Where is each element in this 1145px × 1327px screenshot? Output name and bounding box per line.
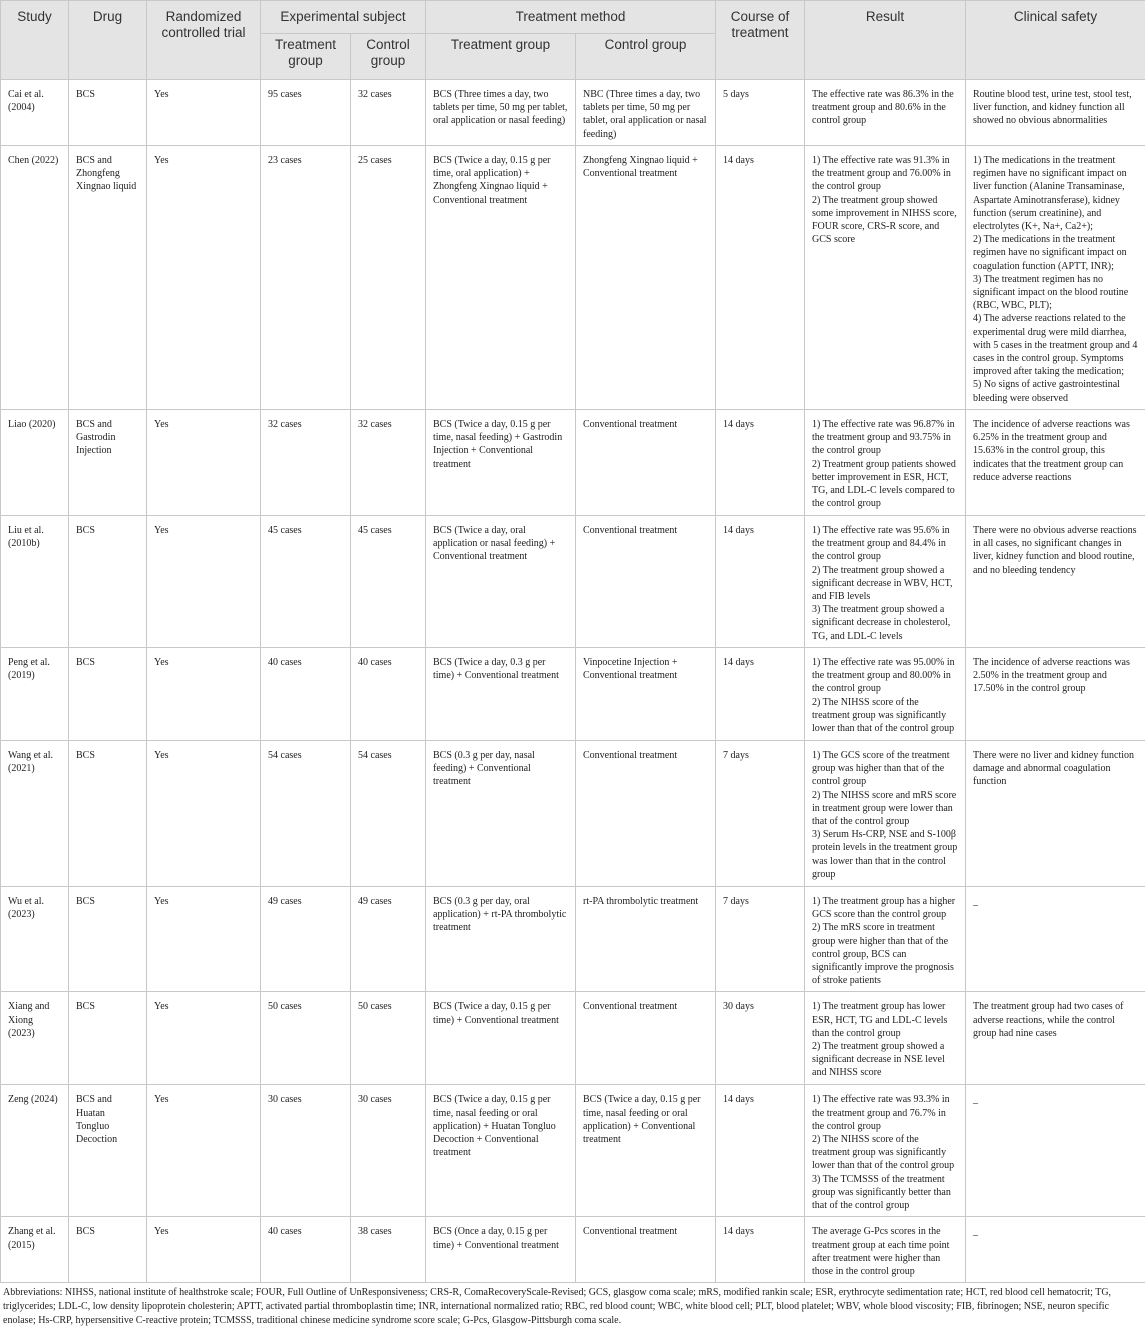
cell-control-n: 50 cases (351, 992, 426, 1085)
cell-study: Wu et al. (2023) (1, 887, 69, 992)
cell-course: 30 days (716, 992, 805, 1085)
cell-control-n: 30 cases (351, 1085, 426, 1217)
cell-course: 14 days (716, 410, 805, 516)
cell-treatment-n: 23 cases (261, 146, 351, 410)
cell-course: 14 days (716, 1217, 805, 1283)
table-row (1, 516, 1145, 648)
cell-control-method: Conventional treatment (576, 410, 716, 516)
cell-treatment-method: BCS (Twice a day, 0.15 g per time, nasal feeding) + Gastrodin Injection + Conventional treatment (426, 410, 576, 516)
cell-treatment-method: BCS (Twice a day, oral application or nasal feeding) + Conventional treatment (426, 516, 576, 648)
cell-treatment-method: BCS (Twice a day, 0.15 g per time, nasal feeding or oral application) + Huatan Tongluo Decoction + Conventional treatment (426, 1085, 576, 1217)
cell-course: 5 days (716, 80, 805, 146)
cell-treatment-n: 32 cases (261, 410, 351, 516)
header-subject-treatment-group: Treatment group (261, 34, 351, 80)
cell-rct: Yes (147, 992, 261, 1085)
table-row (1, 887, 1145, 992)
cell-result: 1) The effective rate was 95.6% in the treatment group and 84.4% in the control group 2) The treatment group showed a significant decrease in WBV, HCT, and FIB levels 3) The treatment group showed a significant decrease in cholesterol, TG, and LDL-C levels (805, 516, 966, 648)
cell-safety: _ (966, 1217, 1145, 1283)
cell-drug: BCS and Zhongfeng Xingnao liquid (69, 146, 147, 410)
abbreviations-footnote: Abbreviations: NIHSS, national institute of healthstroke scale; FOUR, Full Outline of UnResponsiveness; CRS-R, ComaRecoveryScale-Revised; GCS, glasgow coma scale; mRS, modified rankin scale; ESR, erythrocyte sedimentation rate; HCT, red blood cell hematocrit; TG, triglycerides; LDL-C, low density lipoprotein cholesterin; APTT, activated partial thromboplastin time; INR, international normalized ratio; RBC, red blood count; WBC, white blood cell; PLT, blood platelet; WBV, whole blood viscosity; FIB, fibrinogen; NSE, neuron specific enolase; Hs-CRP, hypersensitive C-reactive protein; TCMSSS, traditional chinese medicine syndrome score scale; G-Pcs, Glasgow-Pittsburgh coma scale. (0, 1283, 1145, 1327)
cell-drug: BCS (69, 648, 147, 741)
header-experimental-subject: Experimental subject (261, 1, 426, 34)
cell-drug: BCS and Huatan Tongluo Decoction (69, 1085, 147, 1217)
cell-rct: Yes (147, 741, 261, 887)
table-row (1, 1217, 1145, 1283)
cell-treatment-n: 49 cases (261, 887, 351, 992)
table-header (1, 1, 1145, 80)
header-safety: Clinical safety (966, 1, 1145, 80)
cell-treatment-method: BCS (0.3 g per day, nasal feeding) + Conventional treatment (426, 741, 576, 887)
cell-safety: _ (966, 887, 1145, 992)
cell-control-method: Conventional treatment (576, 741, 716, 887)
cell-control-n: 49 cases (351, 887, 426, 992)
header-treatment-method: Treatment method (426, 1, 716, 34)
table-row (1, 1085, 1145, 1217)
table-row (1, 410, 1145, 516)
cell-rct: Yes (147, 146, 261, 410)
cell-result: 1) The effective rate was 93.3% in the treatment group and 76.7% in the control group 2) The NIHSS score of the treatment group was significantly lower than that of the control group 3) The TCMSSS of the treatment group was significantly better than that of the control group (805, 1085, 966, 1217)
table-body (1, 80, 1145, 1283)
cell-result: 1) The treatment group has lower ESR, HCT, TG and LDL-C levels than the control group 2) The treatment group showed a significant decrease in NSE level and NIHSS score (805, 992, 966, 1085)
table-row (1, 648, 1145, 741)
cell-safety: 1) The medications in the treatment regimen have no significant impact on liver function (Alanine Transaminase, Aspartate Aminotransferase), kidney function (serum creatinine), and electrolytes (K+, Na+, Ca2+); 2) The medications in the treatment regimen have no significant impact on coagulation function (APTT, INR); 3) The treatment regimen has no significant impact on the blood routine (RBC, WBC, PLT); 4) The adverse reactions related to the experimental drug were mild diarrhea, with 5 cases in the treatment group and 4 cases in the control group. Symptoms improved after taking the medication; 5) No signs of active gastrointestinal bleeding were observed (966, 146, 1145, 410)
cell-treatment-n: 95 cases (261, 80, 351, 146)
cell-control-method: Vinpocetine Injection + Conventional treatment (576, 648, 716, 741)
cell-result: 1) The treatment group has a higher GCS score than the control group 2) The mRS score in treatment group were higher than that of the control group, BCS can significantly improve the prognosis of stroke patients (805, 887, 966, 992)
header-course: Course of treatment (716, 1, 805, 80)
cell-safety: There were no obvious adverse reactions in all cases, no significant changes in liver, kidney function and blood routine, and no bleeding tendency (966, 516, 1145, 648)
cell-drug: BCS (69, 887, 147, 992)
cell-rct: Yes (147, 516, 261, 648)
cell-course: 14 days (716, 648, 805, 741)
table-row (1, 741, 1145, 887)
cell-control-n: 38 cases (351, 1217, 426, 1283)
cell-treatment-n: 54 cases (261, 741, 351, 887)
cell-drug: BCS (69, 516, 147, 648)
cell-control-n: 40 cases (351, 648, 426, 741)
cell-study: Liao (2020) (1, 410, 69, 516)
cell-treatment-method: BCS (Twice a day, 0.15 g per time, oral application) + Zhongfeng Xingnao liquid + Conventional treatment (426, 146, 576, 410)
table-row (1, 80, 1145, 146)
cell-study: Zhang et al. (2015) (1, 1217, 69, 1283)
table-row (1, 992, 1145, 1085)
cell-study: Wang et al. (2021) (1, 741, 69, 887)
cell-course: 7 days (716, 887, 805, 992)
cell-rct: Yes (147, 1085, 261, 1217)
cell-course: 14 days (716, 1085, 805, 1217)
cell-control-n: 25 cases (351, 146, 426, 410)
cell-control-method: Conventional treatment (576, 516, 716, 648)
cell-treatment-n: 45 cases (261, 516, 351, 648)
header-subject-control-group: Control group (351, 34, 426, 80)
cell-treatment-n: 40 cases (261, 648, 351, 741)
cell-treatment-method: BCS (Three times a day, two tablets per time, 50 mg per tablet, oral application or nasal feeding) (426, 80, 576, 146)
header-method-treatment-group: Treatment group (426, 34, 576, 80)
cell-course: 14 days (716, 146, 805, 410)
cell-drug: BCS and Gastrodin Injection (69, 410, 147, 516)
cell-drug: BCS (69, 1217, 147, 1283)
header-method-control-group: Control group (576, 34, 716, 80)
cell-safety: The incidence of adverse reactions was 2.50% in the treatment group and 17.50% in the control group (966, 648, 1145, 741)
cell-control-method: Conventional treatment (576, 1217, 716, 1283)
cell-safety: The treatment group had two cases of adverse reactions, while the control group had nine cases (966, 992, 1145, 1085)
cell-treatment-method: BCS (Once a day, 0.15 g per time) + Conventional treatment (426, 1217, 576, 1283)
cell-control-method: Zhongfeng Xingnao liquid + Conventional treatment (576, 146, 716, 410)
cell-study: Xiang and Xiong (2023) (1, 992, 69, 1085)
cell-safety: The incidence of adverse reactions was 6.25% in the treatment group and 15.63% in the control group, this indicates that the treatment group can reduce adverse reactions (966, 410, 1145, 516)
cell-treatment-n: 50 cases (261, 992, 351, 1085)
cell-safety: Routine blood test, urine test, stool test, liver function, and kidney function all showed no obvious abnormalities (966, 80, 1145, 146)
cell-control-method: NBC (Three times a day, two tablets per time, 50 mg per tablet, oral application or nasal feeding) (576, 80, 716, 146)
cell-treatment-method: BCS (0.3 g per day, oral application) + rt-PA thrombolytic treatment (426, 887, 576, 992)
cell-treatment-method: BCS (Twice a day, 0.3 g per time) + Conventional treatment (426, 648, 576, 741)
header-study: Study (1, 1, 69, 80)
cell-result: The average G-Pcs scores in the treatment group at each time point after treatment were higher than those in the control group (805, 1217, 966, 1283)
cell-drug: BCS (69, 992, 147, 1085)
cell-result: 1) The effective rate was 95.00% in the treatment group and 80.00% in the control group 2) The NIHSS score of the treatment group was significantly lower than that of the control group (805, 648, 966, 741)
cell-control-method: rt-PA thrombolytic treatment (576, 887, 716, 992)
cell-result: 1) The GCS score of the treatment group was higher than that of the control group 2) The NIHSS score and mRS score in treatment group were lower than that of the control group 3) Serum Hs-CRP, NSE and S-100β protein levels in the treatment group was lower than that in the control group (805, 741, 966, 887)
cell-result: 1) The effective rate was 96.87% in the treatment group and 93.75% in the control group 2) Treatment group patients showed better improvement in ESR, HCT, TG, and LDL-C levels compared to the control group (805, 410, 966, 516)
cell-study: Chen (2022) (1, 146, 69, 410)
cell-drug: BCS (69, 741, 147, 887)
cell-rct: Yes (147, 80, 261, 146)
cell-rct: Yes (147, 887, 261, 992)
cell-control-method: Conventional treatment (576, 992, 716, 1085)
cell-control-n: 45 cases (351, 516, 426, 648)
cell-study: Peng et al. (2019) (1, 648, 69, 741)
cell-result: 1) The effective rate was 91.3% in the treatment group and 76.00% in the control group 2) The treatment group showed some improvement in NIHSS score, FOUR score, CRS-R score, and GCS score (805, 146, 966, 410)
cell-course: 7 days (716, 741, 805, 887)
table-row (1, 146, 1145, 410)
cell-study: Liu et al. (2010b) (1, 516, 69, 648)
cell-control-method: BCS (Twice a day, 0.15 g per time, nasal feeding or oral application) + Conventional treatment (576, 1085, 716, 1217)
cell-study: Cai et al. (2004) (1, 80, 69, 146)
cell-safety: _ (966, 1085, 1145, 1217)
cell-rct: Yes (147, 648, 261, 741)
cell-rct: Yes (147, 410, 261, 516)
cell-drug: BCS (69, 80, 147, 146)
cell-control-n: 32 cases (351, 410, 426, 516)
cell-treatment-n: 40 cases (261, 1217, 351, 1283)
cell-treatment-method: BCS (Twice a day, 0.15 g per time) + Conventional treatment (426, 992, 576, 1085)
cell-control-n: 54 cases (351, 741, 426, 887)
cell-course: 14 days (716, 516, 805, 648)
cell-control-n: 32 cases (351, 80, 426, 146)
cell-result: The effective rate was 86.3% in the treatment group and 80.6% in the control group (805, 80, 966, 146)
cell-study: Zeng (2024) (1, 1085, 69, 1217)
cell-rct: Yes (147, 1217, 261, 1283)
header-rct: Randomized controlled trial (147, 1, 261, 80)
header-result: Result (805, 1, 966, 80)
header-drug: Drug (69, 1, 147, 80)
cell-treatment-n: 30 cases (261, 1085, 351, 1217)
cell-safety: There were no liver and kidney function damage and abnormal coagulation function (966, 741, 1145, 887)
